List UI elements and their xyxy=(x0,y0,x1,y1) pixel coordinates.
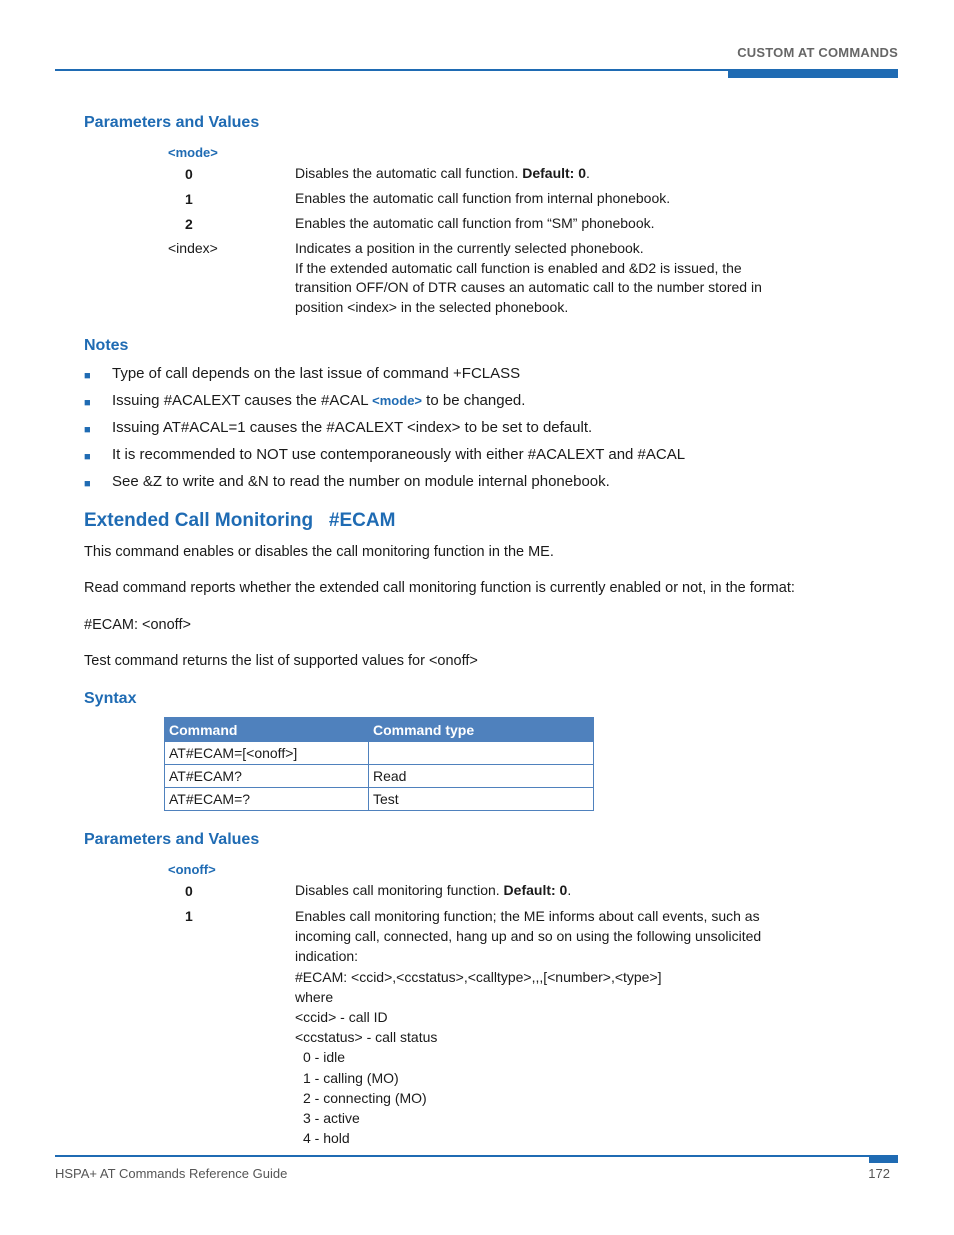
index-description: Indicates a position in the currently selected phonebook. If the extended automatic call function is enabled and &D2 is issued, the transition OFF/ON of DTR causes an automatic call to the number stored in position <index> in the selected phonebook. xyxy=(295,240,762,315)
params-heading-acalext: Parameters and Values xyxy=(84,114,260,131)
running-header-title: CUSTOM AT COMMANDS xyxy=(737,45,898,60)
bullet-icon: ■ xyxy=(84,451,91,463)
bullet-icon: ■ xyxy=(84,478,91,490)
onoff-value-1: 1 xyxy=(185,908,193,924)
syntax-heading: Syntax xyxy=(84,690,137,707)
note-item: Issuing AT#ACAL=1 causes the #ACALEXT <index> to be set to default. xyxy=(112,419,593,436)
notes-heading: Notes xyxy=(84,337,129,354)
ecam-read-desc: Read command reports whether the extended call monitoring function is currently enabled or not, in the format: xyxy=(84,580,795,596)
note-item: Type of call depends on the last issue of command +FCLASS xyxy=(112,365,521,382)
ecam-heading: Extended Call Monitoring #ECAM xyxy=(84,510,396,531)
table-cell: AT#ECAM=? xyxy=(165,788,369,811)
table-header-cell: Command type xyxy=(369,718,594,742)
onoff-value-0: 0 xyxy=(185,883,193,899)
ecam-read-format: #ECAM: <onoff> xyxy=(84,617,191,633)
mode-desc-0: Disables the automatic call function. Default: 0. xyxy=(295,165,590,181)
header-accent-block xyxy=(728,70,898,78)
syntax-table xyxy=(164,717,594,811)
bullet-icon: ■ xyxy=(84,424,91,436)
mode-value-0: 0 xyxy=(185,166,193,182)
table-header-row xyxy=(165,718,594,742)
mode-value-2: 2 xyxy=(185,216,193,232)
mode-desc-1: Enables the automatic call function from internal phonebook. xyxy=(295,190,671,206)
param-name-onoff: <onoff> xyxy=(168,862,216,877)
footer-doc-title: HSPA+ AT Commands Reference Guide xyxy=(55,1166,288,1181)
mode-desc-2: Enables the automatic call function from “SM” phonebook. xyxy=(295,215,655,231)
table-row xyxy=(165,742,594,765)
table-cell: Read xyxy=(369,765,594,788)
table-cell: Test xyxy=(369,788,594,811)
note-item: See &Z to write and &N to read the number on module internal phonebook. xyxy=(112,473,610,490)
bullet-icon: ■ xyxy=(84,370,91,382)
table-row xyxy=(165,765,594,788)
bullet-icon: ■ xyxy=(84,397,91,409)
params-heading-ecam: Parameters and Values xyxy=(84,831,260,848)
table-cell: AT#ECAM=[<onoff>] xyxy=(165,742,369,765)
param-name-index: <index> xyxy=(168,240,218,256)
note-item: Issuing #ACALEXT causes the #ACAL <mode> to be changed. xyxy=(112,392,526,409)
ecam-intro: This command enables or disables the call monitoring function in the ME. xyxy=(84,544,554,560)
mode-value-1: 1 xyxy=(185,191,193,207)
page-number: 172 xyxy=(868,1166,890,1181)
table-header-cell: Command xyxy=(165,718,369,742)
footer-rule xyxy=(55,1155,898,1157)
footer-accent-block xyxy=(869,1155,898,1163)
param-name-mode: <mode> xyxy=(168,145,218,160)
onoff-desc-0: Disables call monitoring function. Default: 0. xyxy=(295,882,572,898)
onoff-desc-1: Enables call monitoring function; the ME informs about call events, such as incoming call, connected, hang up and so on using the following unsolicited indication: #ECAM: <ccid>,<ccstatus>,<calltype>,,,[<number>,<type>] where <ccid> - call ID <ccstatus> - call status 0 - idle 1 - calling (MO) 2 - connecting (MO) 3 - active 4 - hold xyxy=(295,908,762,1147)
table-row xyxy=(165,788,594,811)
ecam-test-desc: Test command returns the list of supported values for <onoff> xyxy=(84,653,478,669)
note-item: It is recommended to NOT use contemporaneously with either #ACALEXT and #ACAL xyxy=(112,446,686,463)
table-cell xyxy=(369,742,594,765)
table-cell: AT#ECAM? xyxy=(165,765,369,788)
